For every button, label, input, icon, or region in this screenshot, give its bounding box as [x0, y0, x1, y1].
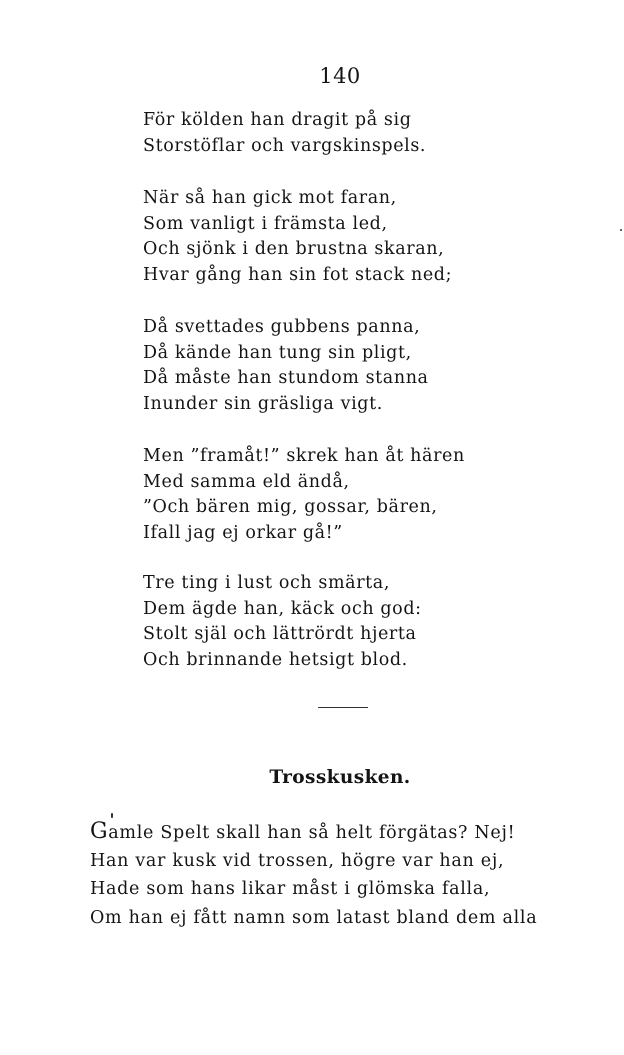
verse-line: Stolt själ och lättrördt hjerta: [143, 624, 417, 645]
verse-line: Storstöflar och vargskinspels.: [143, 135, 427, 156]
verse-line: Hade som hans likar måst i glömska falla,: [90, 879, 491, 899]
verse-line: [90, 818, 537, 847]
verse-line: Och sjönk i den brustna skaran,: [143, 239, 445, 260]
section-divider: [318, 707, 368, 708]
verse-line: Då kände han tung sin pligt,: [143, 342, 412, 363]
verse-line: Tre ting i lust och smärta,: [143, 573, 390, 593]
verse-line: När så han gick mot faran,: [143, 188, 397, 208]
verse-line: Hvar gång han sin fot stack ned;: [143, 265, 453, 286]
paper-speck: [111, 813, 113, 818]
stanza-2: [143, 186, 452, 289]
verse-line: Som vanligt i främsta led,: [143, 213, 388, 234]
stanza-4: [143, 444, 465, 547]
verse-line: Ifall jag ej orkar gå!”: [143, 523, 343, 544]
verse-line: För kölden han dragit på sig: [143, 110, 412, 130]
initial-letter: G: [90, 819, 109, 844]
verse-line: Då svettades gubbens panna,: [143, 317, 421, 337]
verse-line: Dem ägde han, käck och god:: [143, 598, 422, 619]
section-title: Trosskusken.: [269, 767, 411, 788]
stanza-5: [143, 571, 422, 674]
verse-line: ”Och bären mig, gossar, bären,: [143, 497, 438, 518]
verse-line: Då måste han stundom stanna: [143, 368, 429, 389]
stanza-1: [143, 108, 426, 159]
verse-line-rest: amle Spelt skall han så helt förgätas? Nej!: [108, 823, 516, 843]
verse-line: Med samma eld ändå,: [143, 471, 350, 492]
poem-trosskusken: [90, 818, 537, 932]
verse-line: Inunder sin gräsliga vigt.: [143, 394, 383, 415]
page-number: 140: [319, 64, 361, 88]
verse-line: Han var kusk vid trossen, högre var han ej,: [90, 850, 505, 871]
paper-speck: [620, 229, 622, 231]
stanza-3: [143, 315, 429, 418]
verse-line: Och brinnande hetsigt blod.: [143, 650, 408, 671]
verse-line: Men ”framåt!” skrek han åt hären: [143, 446, 465, 466]
verse-line: Om han ej fått namn som latast bland dem alla: [90, 907, 538, 928]
